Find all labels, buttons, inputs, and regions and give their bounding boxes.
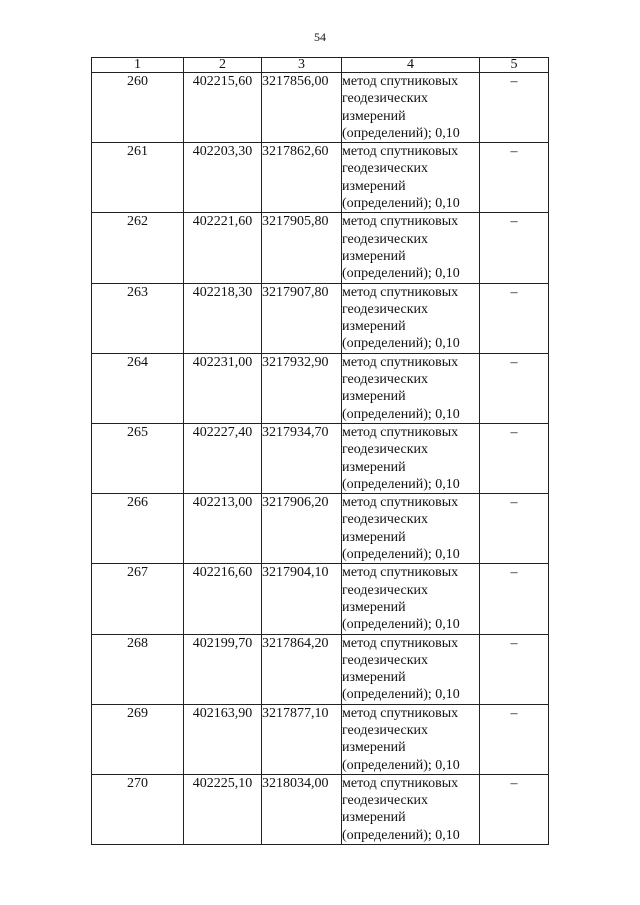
point-number: 261 <box>92 143 184 213</box>
method-line: геодезических <box>342 652 429 668</box>
method-line: измерений <box>342 389 406 405</box>
coordinate-x: 402221,60 <box>184 213 262 283</box>
method-line: (определений); 0,10 <box>342 827 460 843</box>
method-cell <box>342 143 480 213</box>
coordinate-y: 3217864,20 <box>262 634 342 704</box>
method-line: (определений); 0,10 <box>342 336 460 352</box>
coordinate-y: 3217907,80 <box>262 283 342 353</box>
column-header-1: 1 <box>92 58 184 73</box>
column-header-4: 4 <box>342 58 480 73</box>
method-line: метод спутниковых <box>342 424 459 440</box>
note-cell: – <box>480 143 549 213</box>
column-header-5: 5 <box>480 58 549 73</box>
coordinate-x: 402216,60 <box>184 564 262 634</box>
method-line: геодезических <box>342 372 429 388</box>
table-body <box>92 73 549 845</box>
note-cell: – <box>480 774 549 844</box>
method-cell <box>342 283 480 353</box>
note-cell: – <box>480 494 549 564</box>
note-cell: – <box>480 213 549 283</box>
coordinate-x: 402203,30 <box>184 143 262 213</box>
coordinate-y: 3217905,80 <box>262 213 342 283</box>
method-cell <box>342 353 480 423</box>
method-line: метод спутниковых <box>342 354 459 370</box>
note-cell: – <box>480 634 549 704</box>
method-line: метод спутниковых <box>342 775 459 791</box>
method-line: (определений); 0,10 <box>342 266 460 282</box>
method-cell <box>342 774 480 844</box>
coordinate-y: 3217904,10 <box>262 564 342 634</box>
method-line: геодезических <box>342 512 429 528</box>
method-cell <box>342 494 480 564</box>
note-cell: – <box>480 73 549 143</box>
method-cell <box>342 73 480 143</box>
table-row <box>92 213 549 283</box>
coordinate-y: 3218034,00 <box>262 774 342 844</box>
method-cell <box>342 634 480 704</box>
table-row <box>92 143 549 213</box>
method-line: геодезических <box>342 231 429 247</box>
method-cell <box>342 213 480 283</box>
method-line: измерений <box>342 740 406 756</box>
method-line: измерений <box>342 670 406 686</box>
point-number: 268 <box>92 634 184 704</box>
coordinate-x: 402225,10 <box>184 774 262 844</box>
method-line: измерений <box>342 178 406 194</box>
method-line: (определений); 0,10 <box>342 406 460 422</box>
method-line: (определений); 0,10 <box>342 125 460 141</box>
point-number: 269 <box>92 704 184 774</box>
note-cell: – <box>480 423 549 493</box>
table-row <box>92 564 549 634</box>
table-header <box>92 58 549 73</box>
method-line: измерений <box>342 459 406 475</box>
coordinate-x: 402215,60 <box>184 73 262 143</box>
method-line: геодезических <box>342 91 429 107</box>
method-line: (определений); 0,10 <box>342 617 460 633</box>
coordinate-x: 402218,30 <box>184 283 262 353</box>
table-row <box>92 283 549 353</box>
coordinate-y: 3217877,10 <box>262 704 342 774</box>
table-row <box>92 634 549 704</box>
coordinate-y: 3217934,70 <box>262 423 342 493</box>
note-cell: – <box>480 564 549 634</box>
method-line: геодезических <box>342 161 429 177</box>
table-row <box>92 774 549 844</box>
coordinate-y: 3217862,60 <box>262 143 342 213</box>
note-cell: – <box>480 283 549 353</box>
method-line: геодезических <box>342 301 429 317</box>
note-cell: – <box>480 353 549 423</box>
method-line: измерений <box>342 108 406 124</box>
point-number: 260 <box>92 73 184 143</box>
table-row <box>92 423 549 493</box>
method-line: метод спутниковых <box>342 565 459 581</box>
method-line: метод спутниковых <box>342 144 459 160</box>
method-line: метод спутниковых <box>342 74 459 89</box>
method-cell <box>342 564 480 634</box>
table-row <box>92 704 549 774</box>
method-line: геодезических <box>342 722 429 738</box>
coordinate-x: 402163,90 <box>184 704 262 774</box>
method-line: геодезических <box>342 582 429 598</box>
column-header-2: 2 <box>184 58 262 73</box>
page-number: 54 <box>314 30 326 44</box>
coordinate-y: 3217906,20 <box>262 494 342 564</box>
coordinate-x: 402213,00 <box>184 494 262 564</box>
method-line: геодезических <box>342 442 429 458</box>
table-row <box>92 353 549 423</box>
method-line: измерений <box>342 248 406 264</box>
point-number: 265 <box>92 423 184 493</box>
coordinate-y: 3217856,00 <box>262 73 342 143</box>
method-line: метод спутниковых <box>342 214 459 230</box>
method-line: измерений <box>342 599 406 615</box>
method-line: (определений); 0,10 <box>342 547 460 563</box>
method-line: (определений); 0,10 <box>342 476 460 492</box>
point-number: 267 <box>92 564 184 634</box>
coordinate-x: 402199,70 <box>184 634 262 704</box>
column-header-3: 3 <box>262 58 342 73</box>
method-line: (определений); 0,10 <box>342 196 460 212</box>
coordinate-y: 3217932,90 <box>262 353 342 423</box>
point-number: 270 <box>92 774 184 844</box>
method-line: метод спутниковых <box>342 284 459 300</box>
method-line: метод спутниковых <box>342 635 459 651</box>
table-header-row <box>92 58 549 73</box>
method-line: измерений <box>342 810 406 826</box>
method-line: (определений); 0,10 <box>342 757 460 773</box>
coordinate-x: 402227,40 <box>184 423 262 493</box>
coordinate-x: 402231,00 <box>184 353 262 423</box>
method-line: геодезических <box>342 793 429 809</box>
note-cell: – <box>480 704 549 774</box>
method-line: измерений <box>342 529 406 545</box>
method-line: измерений <box>342 319 406 335</box>
method-cell <box>342 704 480 774</box>
point-number: 263 <box>92 283 184 353</box>
coordinates-table <box>91 57 549 845</box>
point-number: 262 <box>92 213 184 283</box>
point-number: 266 <box>92 494 184 564</box>
point-number: 264 <box>92 353 184 423</box>
table-row <box>92 73 549 143</box>
method-line: метод спутниковых <box>342 705 459 721</box>
method-line: (определений); 0,10 <box>342 687 460 703</box>
method-cell <box>342 423 480 493</box>
table-row <box>92 494 549 564</box>
method-line: метод спутниковых <box>342 495 459 511</box>
